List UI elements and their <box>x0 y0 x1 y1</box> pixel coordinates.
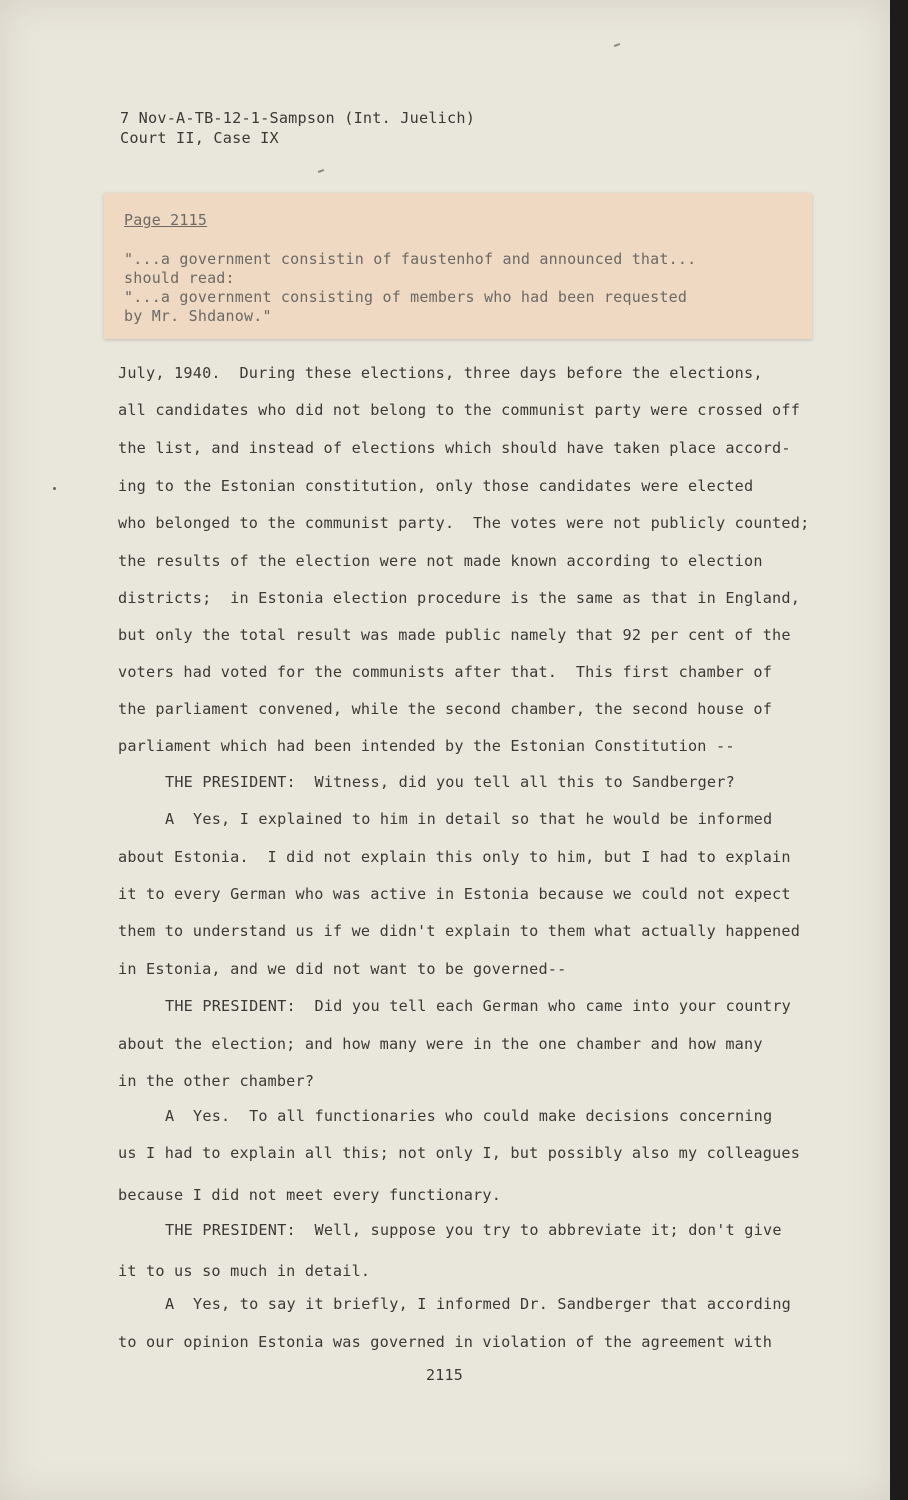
body-line-16: them to understand us if we didn't explain to them what actually happened <box>118 922 801 940</box>
correction-slip-line-2: should read: <box>124 269 235 287</box>
body-line-22: us I had to explain all this; not only I, but possibly also my colleagues <box>118 1144 801 1162</box>
body-line-10: the parliament convened, while the second chamber, the second house of <box>118 700 773 718</box>
document-header <box>120 108 475 148</box>
body-line-6: the results of the election were not made known according to election <box>118 552 763 570</box>
body-line-15: it to every German who was active in Estonia because we could not expect <box>118 885 791 903</box>
body-line-5: who belonged to the communist party. The votes were not publicly counted; <box>118 514 810 532</box>
correction-slip <box>104 193 812 339</box>
body-line-1: July, 1940. During these elections, three days before the elections, <box>118 364 763 382</box>
body-line-4: ing to the Estonian constitution, only those candidates were elected <box>118 477 754 495</box>
body-line-26: A Yes, to say it briefly, I informed Dr. Sandberger that according <box>165 1295 792 1313</box>
body-line-13: A Yes, I explained to him in detail so that he would be informed <box>165 810 773 828</box>
body-line-17: in Estonia, and we did not want to be governed-- <box>118 960 567 978</box>
body-line-2: all candidates who did not belong to the communist party were crossed off <box>118 401 801 419</box>
correction-slip-line-1: "...a government consistin of faustenhof and announced that... <box>124 250 697 268</box>
header-line-court: Court II, Case IX <box>120 129 279 147</box>
correction-slip-line-4: by Mr. Shdanow." <box>124 307 272 325</box>
body-line-18: THE PRESIDENT: Did you tell each German who came into your country <box>165 997 792 1015</box>
body-line-7: districts; in Estonia election procedure is the same as that in England, <box>118 589 801 607</box>
body-line-3: the list, and instead of elections which should have taken place accord- <box>118 439 791 457</box>
body-line-12: THE PRESIDENT: Witness, did you tell all this to Sandberger? <box>165 773 735 791</box>
body-line-27: to our opinion Estonia was governed in violation of the agreement with <box>118 1333 773 1351</box>
correction-slip-title: Page 2115 <box>124 211 208 229</box>
paper-speck <box>318 169 324 173</box>
body-line-19: about the election; and how many were in the one chamber and how many <box>118 1035 763 1053</box>
body-line-8: but only the total result was made public namely that 92 per cent of the <box>118 626 791 644</box>
page-number: 2115 <box>426 1366 463 1384</box>
body-line-21: A Yes. To all functionaries who could make decisions concerning <box>165 1107 773 1125</box>
margin-mark <box>53 487 56 490</box>
body-line-24: THE PRESIDENT: Well, suppose you try to abbreviate it; don't give <box>165 1221 782 1239</box>
correction-slip-line-3: "...a government consisting of members who had been requested <box>124 288 688 306</box>
body-line-23: because I did not meet every functionary. <box>118 1186 502 1204</box>
paper-speck <box>614 43 620 47</box>
scan-background-edge <box>890 0 908 1500</box>
body-line-20: in the other chamber? <box>118 1072 315 1090</box>
body-line-14: about Estonia. I did not explain this only to him, but I had to explain <box>118 848 791 866</box>
header-line-reference: 7 Nov-A-TB-12-1-Sampson (Int. Juelich) <box>120 109 476 127</box>
body-line-9: voters had voted for the communists after that. This first chamber of <box>118 663 773 681</box>
body-line-25: it to us so much in detail. <box>118 1262 371 1280</box>
body-line-11: parliament which had been intended by the Estonian Constitution -- <box>118 737 735 755</box>
